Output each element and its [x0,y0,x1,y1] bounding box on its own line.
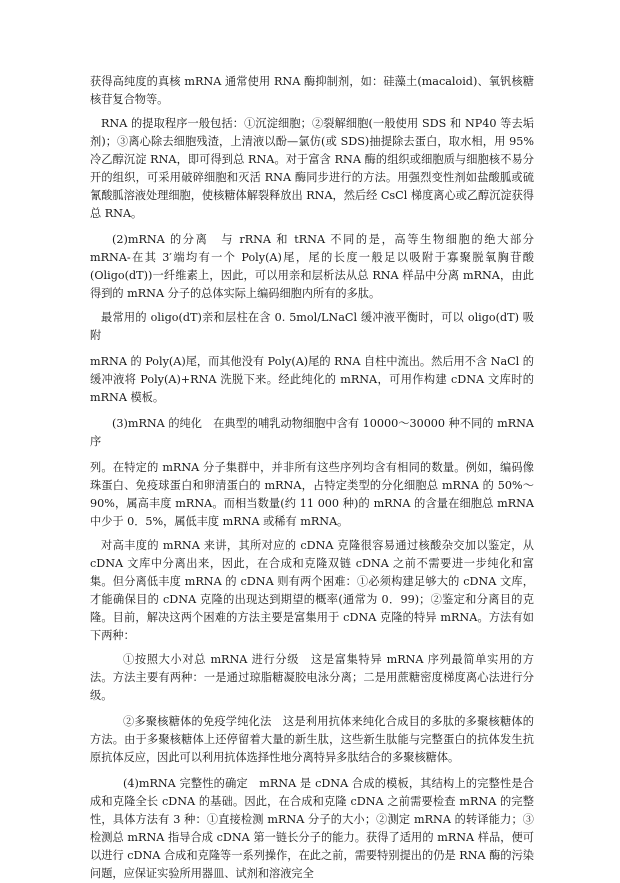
paragraph-rnase-inhibitors: 获得高纯度的真核 mRNA 通常使用 RNA 酶抑制剂，如：硅藻土(macaloid)、氧钒核糖核苷复合物等。 [90,75,534,106]
paragraph-size-fractionation: ①按照大小对总 mRNA 进行分级 这是富集特异 mRNA 序列最简单实用的方法。方法主要有两种：一是通过琼脂糖凝胶电泳分离；二是用蔗糖密度梯度离心法进行分级。 [90,653,534,702]
paragraph-cdna-cloning-difficulties: 对高丰度的 mRNA 来讲，其所对应的 cDNA 克隆很容易通过核酸杂交加以鉴定，从 cDNA 文库中分离出来，因此，在合成和克隆双链 cDNA 之前不需要进一步纯化和富集。但分离低丰度 mRNA 的 cDNA 则有两个困难：①必须构建足够大的 cDNA 文库，才能确保目的 cDNA 克隆的出现达到期望的概率(通常为 0．99)；②鉴定和分离目的克隆。目前，解决这两个困难的方法主要是富集用于 cDNA 克隆的特异 mRNA。方法有如下两种： [90,539,534,642]
document-page [90,73,534,883]
paragraph-rna-extraction: RNA 的提取程序一般包括：①沉淀细胞；②裂解细胞(一般使用 SDS 和 NP40 等去垢剂)；③离心除去细胞残渣，上清液以酚—氯仿(或 SDS)抽提除去蛋白，取水相，用 95%冷乙醇沉淀 RNA，即可得到总 RNA。对于富含 RNA 酶的组织或细胞质与细胞核不易分开的组织，可采用破碎细胞和灭活 RNA 酶同步进行的方法。用强烈变性剂如盐酸胍或硫氰酸胍溶液处理细胞，使核糖体解裂释放出 RNA，然后经 CsCl 梯度离心或乙醇沉淀获得总 RNA。 [90,117,534,220]
paragraph-mrna-purification: (3)mRNA 的纯化 在典型的哺乳动物细胞中含有 10000～30000 种不同的 mRNA 序 [90,417,534,448]
paragraph-polysome-immunopurification: ②多聚核糖体的免疫学纯化法 这是利用抗体来纯化合成目的多肽的多聚核糖体的方法。由于多聚核糖体上还停留着大量的新生肽，这些新生肽能与完整蛋白的抗体发生抗原抗体反应，因此可以利用抗体选择性地分离特异多肽结合的多聚核糖体。 [90,715,534,764]
paragraph-polya-elution: mRNA 的 Poly(A)尾，而其他没有 Poly(A)尾的 RNA 自柱中流出。然后用不含 NaCl 的缓冲液将 Poly(A)+RNA 洗脱下来。经此纯化的 mRNA，可用作构建 cDNA 文库时的 mRNA 模板。 [90,355,534,404]
paragraph-oligo-dt-column: 最常用的 oligo(dT)亲和层柱在含 0. 5mol/LNaCl 缓冲液平衡时，可以 oligo(dT) 吸附 [90,311,534,342]
paragraph-mrna-integrity: (4)mRNA 完整性的确定 mRNA 是 cDNA 合成的模板，其结构上的完整性是合成和克隆全长 cDNA 的基础。因此，在合成和克隆 cDNA 之前需要检查 mRNA 的完整性，具体方法有 3 种：①直接检测 mRNA 分子的大小；②测定 mRNA 的转译能力；③检测总 mRNA 指导合成 cDNA 第一链长分子的能力。获得了适用的 mRNA 样品，便可以进行 cDNA 合成和克隆等一系列操作，在此之前，需要特别提出的仍是 RNA 酶的污染问题，应保证实验所用器皿、试剂和溶液完全 [90,777,534,880]
paragraph-mrna-abundance: 列。在特定的 mRNA 分子集群中，并非所有这些序列均含有相同的数量。例如，编码像珠蛋白、免疫球蛋白和卵清蛋白的 mRNA，占特定类型的分化细胞总 mRNA 的 50%～90%，属高丰度 mRNA。而相当数量(约 11 000 种)的 mRNA 的含量在细胞总 mRNA 中少于 0．5%，属低丰度 mRNA 或稀有 mRNA。 [90,461,534,528]
paragraph-mrna-separation: (2)mRNA 的分离 与 rRNA 和 tRNA 不同的是，高等生物细胞的绝大部分 mRNA-在其 3′端均有一个 Poly(A)尾，尾的长度一般足以吸附于寡聚脱氧胸苷酸(Oligo(dT))一纤维素上，因此，可以用亲和层析法从总 RNA 样品中分离 mRNA，由此得到的 mRNA 分子的总体实际上编码细胞内所有的多肽。 [90,233,534,300]
